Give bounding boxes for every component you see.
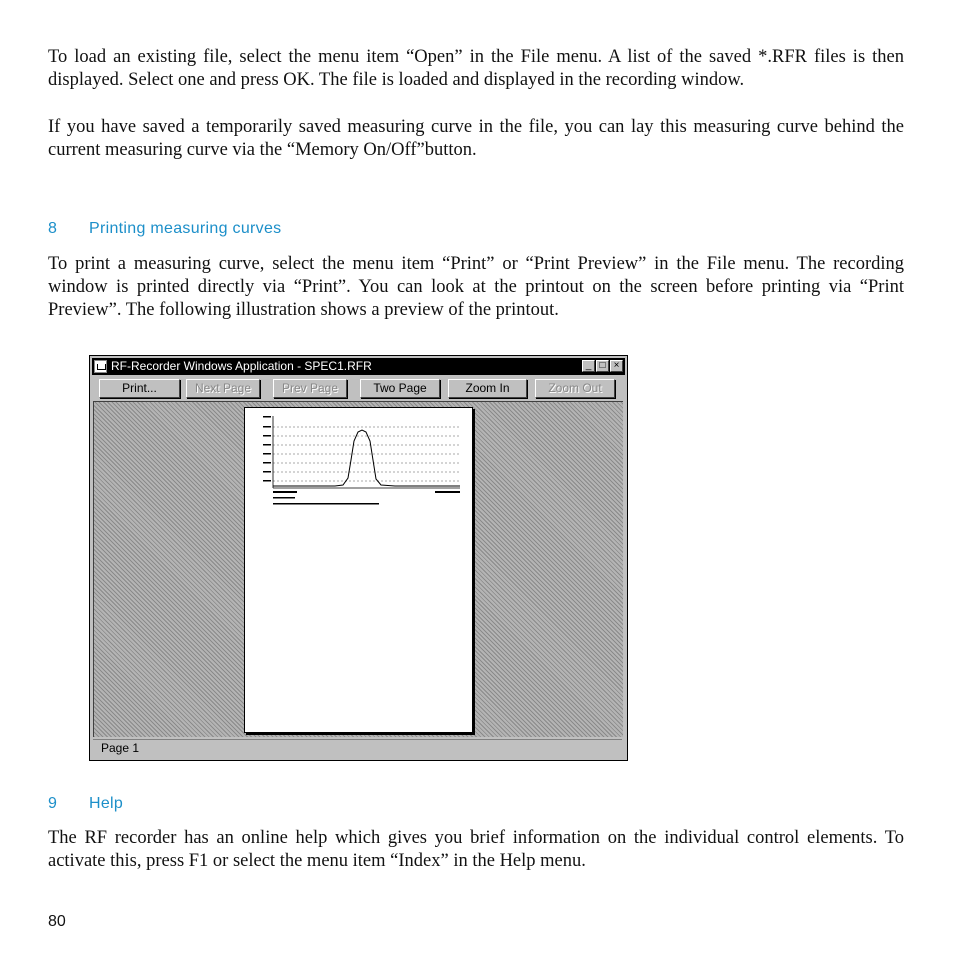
printout-page bbox=[244, 407, 473, 733]
measuring-curve bbox=[273, 430, 460, 486]
section-title: Printing measuring curves bbox=[89, 220, 282, 237]
page-number: 80 bbox=[48, 913, 66, 930]
section-number: 9 bbox=[48, 795, 58, 812]
x-axis-start-label bbox=[273, 491, 297, 493]
app-icon[interactable] bbox=[94, 360, 107, 373]
title-bar[interactable] bbox=[92, 358, 625, 375]
prev-page-button[interactable]: Prev Page bbox=[273, 379, 347, 398]
print-button[interactable]: Print... bbox=[99, 379, 180, 398]
window-title: RF-Recorder Windows Application - SPEC1.RFR bbox=[111, 359, 372, 373]
paragraph-printing: To print a measuring curve, select the menu item “Print” or “Print Preview” in the File menu. The recording window is printed directly via “Print”. You can look at the printout on the screen before printing via “Print Preview”. The following illustration shows a preview of the printout. bbox=[48, 254, 904, 320]
paragraph-open-file: To load an existing file, select the menu item “Open” in the File menu. A list of the saved *.RFR files is then displayed. Select one and press OK. The file is loaded and displayed in the recording window. bbox=[48, 47, 904, 90]
minimize-icon[interactable]: _ bbox=[582, 360, 595, 372]
print-preview-window bbox=[89, 355, 628, 761]
two-page-button[interactable]: Two Page bbox=[360, 379, 440, 398]
next-page-button[interactable]: Next Page bbox=[186, 379, 260, 398]
printout-settings-line bbox=[273, 503, 379, 505]
preview-area[interactable] bbox=[93, 401, 623, 737]
x-axis-end-label bbox=[435, 491, 460, 493]
status-page-indicator: Page 1 bbox=[101, 741, 140, 755]
section-heading-help bbox=[48, 795, 123, 813]
section-number: 8 bbox=[48, 220, 58, 237]
maximize-icon[interactable]: □ bbox=[596, 360, 609, 372]
plot-gridlines bbox=[273, 427, 460, 481]
plot-tick-marks bbox=[263, 416, 271, 482]
paragraph-help: The RF recorder has an online help which gives you brief information on the individual control elements. To activate this, press F1 or select the menu item “Index” in the Help menu. bbox=[48, 828, 904, 871]
status-bar bbox=[93, 739, 622, 758]
zoom-out-button[interactable]: Zoom Out bbox=[535, 379, 615, 398]
printout-content bbox=[245, 408, 472, 732]
section-title: Help bbox=[89, 795, 124, 812]
paragraph-memory-curve: If you have saved a temporarily saved measuring curve in the file, you can lay this measuring curve behind the current measuring curve via the “Memory On/Off”button. bbox=[48, 117, 904, 160]
close-icon[interactable]: × bbox=[610, 360, 623, 372]
printout-comment-line bbox=[273, 497, 295, 499]
zoom-in-button[interactable]: Zoom In bbox=[448, 379, 527, 398]
section-heading-printing bbox=[48, 220, 281, 238]
preview-toolbar bbox=[92, 376, 625, 400]
